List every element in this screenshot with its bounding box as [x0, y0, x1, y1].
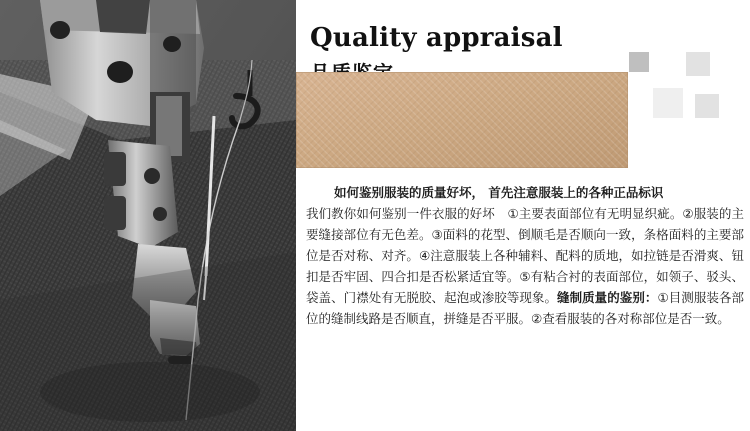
fabric-swatch-image: [296, 72, 628, 168]
article-lead: 如何鉴别服装的质量好坏， 首先注意服装上的各种正品标识: [334, 185, 664, 200]
page-title-english: Quality appraisal: [310, 23, 563, 54]
content-column: [296, 0, 750, 431]
article-body: [306, 182, 744, 329]
article-paragraph: [306, 203, 744, 329]
article-tail-text: ①目测服装各部位的缝制线路是否顺直，拼缝是否平服。②查看服装的各对称部位是否一致。: [306, 290, 744, 326]
decor-square-light-b: [653, 88, 683, 118]
decor-square-light-a: [686, 52, 710, 76]
article-highlight: 缝制质量的鉴别：: [557, 290, 658, 305]
decor-square-dark: [629, 52, 649, 72]
sewing-machine-photo: [0, 0, 296, 431]
decor-square-light-c: [695, 94, 719, 118]
article-paragraph-text: 我们教你如何鉴别一件衣服的好坏 ①主要表面部位有无明显织疵。②服装的主要缝接部位有无色差。③面料的花型、倒顺毛是否顺向一致，条格面料的主要部位是否对称、对齐。④注意服装上各种辅料、配料的质地，如拉链是否滑爽、钮扣是否牢固、四合扣是否松紧适宜等。⑤有粘合衬的表面部位，如领子、驳头、袋盖、门襟处有无脱胶、起泡或渗胶等现象。: [306, 206, 744, 305]
